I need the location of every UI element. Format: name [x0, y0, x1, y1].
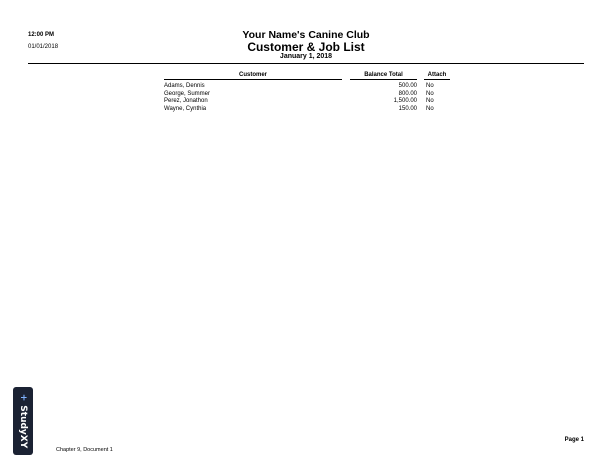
company-name: Your Name's Canine Club	[242, 29, 370, 41]
attach-value: No	[426, 105, 434, 112]
balance-total: 1,500.00	[393, 98, 417, 104]
column-header-balance-total: Balance Total	[350, 72, 417, 80]
balance-total: 500.00	[398, 83, 417, 89]
attach-value: No	[426, 90, 434, 97]
page-number: Page 1	[564, 437, 584, 443]
column-header-attach: Attach	[424, 72, 450, 80]
watermark-text: StudyXY	[18, 405, 28, 449]
balance-total: 800.00	[398, 90, 417, 97]
report-time: 12:00 PM	[28, 32, 55, 38]
customer-name: Wayne, Cynthia	[164, 105, 207, 112]
report-print-date: 01/01/2018	[28, 44, 59, 50]
report-date: January 1, 2018	[279, 53, 333, 60]
footer-document-label: Chapter 9, Document 1	[56, 447, 113, 453]
plus-icon: +	[18, 393, 28, 402]
customer-name: George, Summer	[164, 90, 211, 97]
column-header-customer: Customer	[164, 72, 342, 80]
header-divider	[28, 63, 584, 64]
studyxy-watermark	[13, 387, 33, 455]
customer-name: Perez, Jonathon	[164, 98, 208, 104]
customer-name: Adams, Dennis	[164, 83, 205, 89]
balance-total: 150.00	[398, 105, 417, 112]
attach-value: No	[426, 98, 434, 104]
report-title: Customer & Job List	[247, 40, 365, 54]
attach-value: No	[426, 83, 434, 89]
